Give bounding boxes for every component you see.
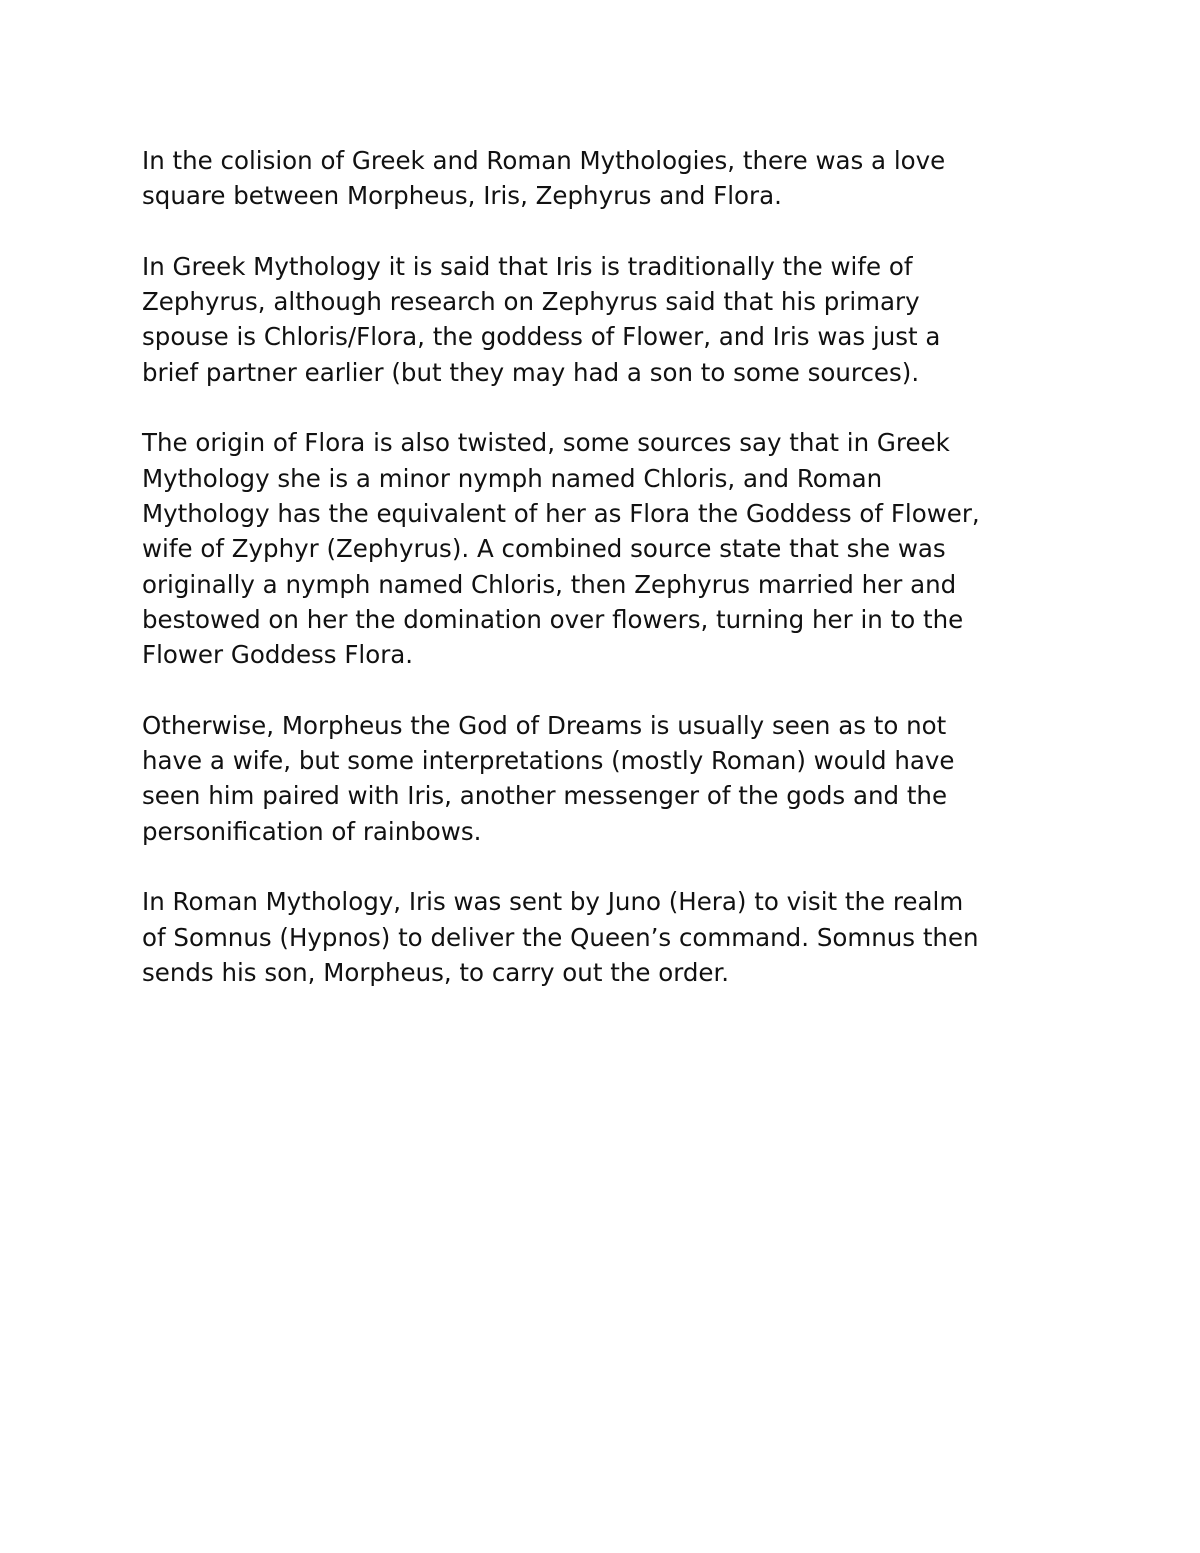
paragraph-origin-of-flora: The origin of Flora is also twisted, some sources say that in Greek Mythology she is a minor nymph named Chloris, and Roman Mythology has the equivalent of her as Flora the Goddess of Flower, wife of Zyphyr (Zephyrus). A combined source state that she was originally a nymph named Chloris, then Zephyrus married her and bestowed on her the domination over flowers, turning her in to the Flower Goddess Flora.	[142, 428, 980, 670]
paragraph-roman-mythology: In Roman Mythology, Iris was sent by Juno (Hera) to visit the realm of Somnus (Hypnos) to deliver the Queen’s command. Somnus then sends his son, Morpheus, to carry out the order.	[142, 887, 979, 987]
document-body	[142, 143, 1062, 1025]
paragraph-love-square: In the colision of Greek and Roman Mythologies, there was a love square between Morpheus, Iris, Zephyrus and Flora.	[142, 146, 946, 211]
paragraph-greek-mythology: In Greek Mythology it is said that Iris is traditionally the wife of Zephyrus, although research on Zephyrus said that his primary spouse is Chloris/Flora, the goddess of Flower, and Iris was just a brief partner earlier (but they may had a son to some sources).	[142, 251, 941, 387]
paragraph-morpheus: Otherwise, Morpheus the God of Dreams is usually seen as to not have a wife, but some interpretations (mostly Roman) would have seen him paired with Iris, another messenger of the gods and the personification of rainbows.	[142, 710, 955, 846]
